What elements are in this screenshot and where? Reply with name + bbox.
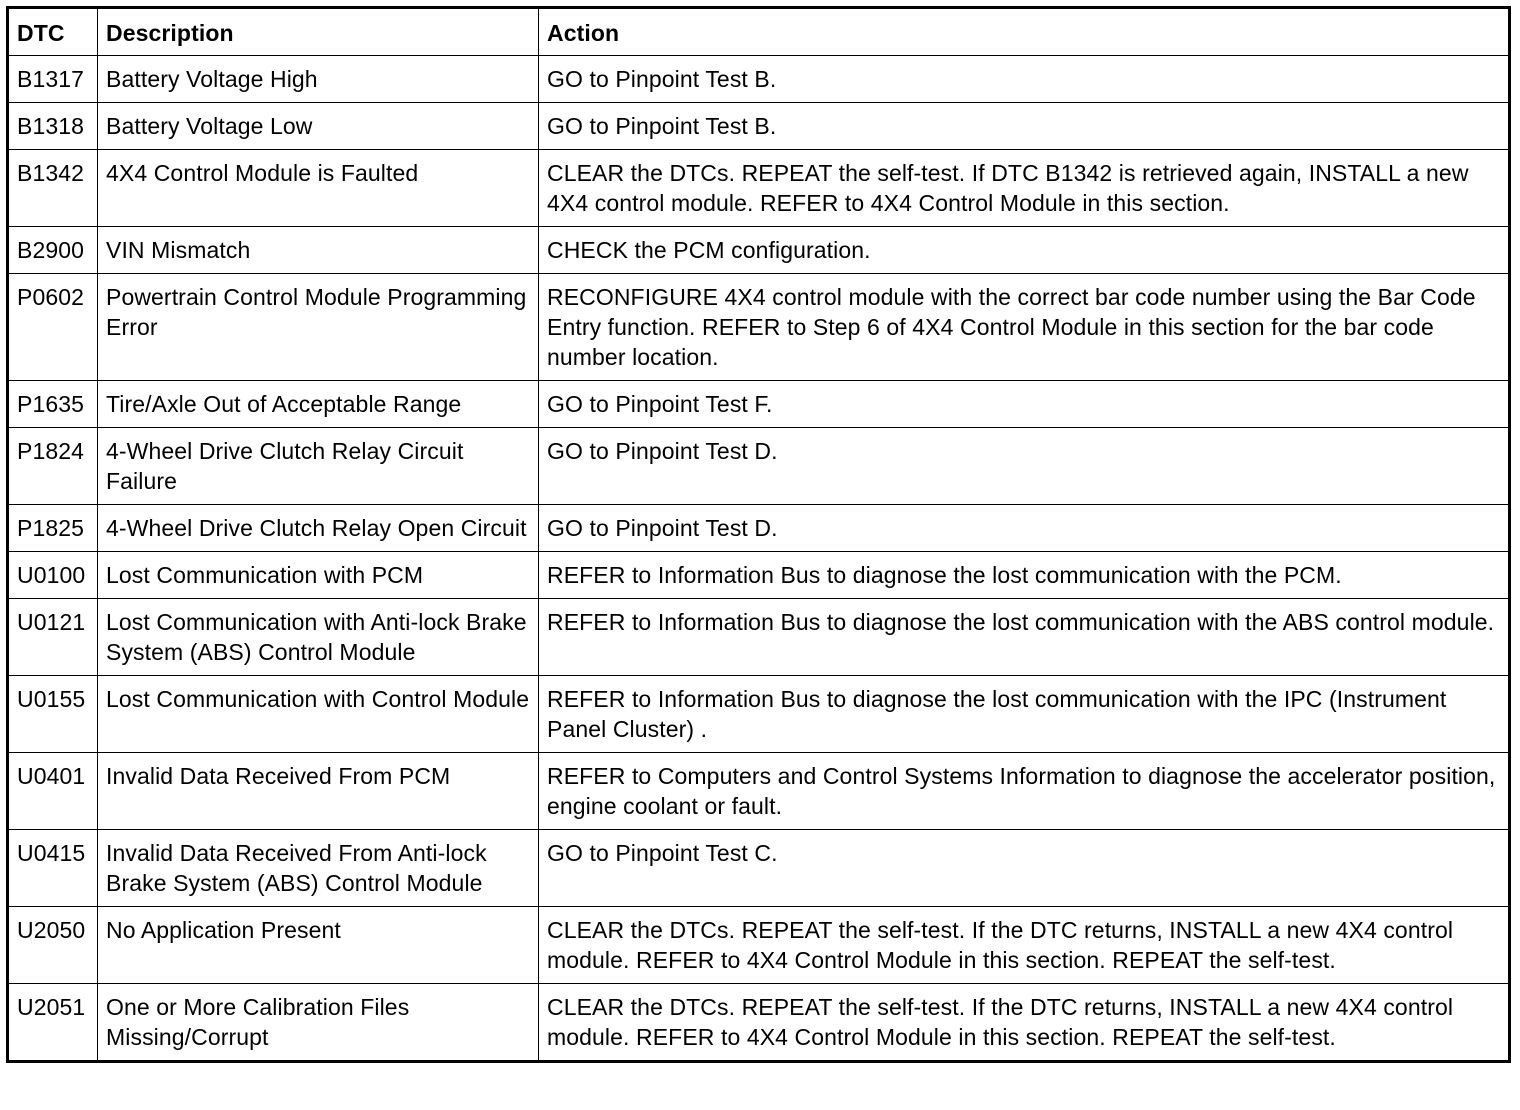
dtc-description: One or More Calibration Files Missing/Corrupt — [98, 984, 539, 1062]
header-action: Action — [539, 8, 1510, 56]
dtc-description: Lost Communication with Control Module — [98, 676, 539, 753]
dtc-code: U2050 — [8, 907, 98, 984]
table-row — [8, 753, 1510, 830]
dtc-description: Lost Communication with PCM — [98, 552, 539, 599]
dtc-code: P1635 — [8, 381, 98, 428]
table-row — [8, 830, 1510, 907]
table-row — [8, 984, 1510, 1062]
dtc-action: REFER to Information Bus to diagnose the lost communication with the ABS control module. — [539, 599, 1510, 676]
table-row — [8, 227, 1510, 274]
dtc-code: U0155 — [8, 676, 98, 753]
dtc-description: Battery Voltage High — [98, 56, 539, 103]
dtc-action: GO to Pinpoint Test B. — [539, 103, 1510, 150]
dtc-action: RECONFIGURE 4X4 control module with the correct bar code number using the Bar Code Entry function. REFER to Step 6 of 4X4 Control Module in this section for the bar code number location. — [539, 274, 1510, 381]
dtc-code: P1825 — [8, 505, 98, 552]
dtc-action: GO to Pinpoint Test F. — [539, 381, 1510, 428]
dtc-code: U0401 — [8, 753, 98, 830]
dtc-action: GO to Pinpoint Test D. — [539, 505, 1510, 552]
dtc-description: Tire/Axle Out of Acceptable Range — [98, 381, 539, 428]
dtc-description: Battery Voltage Low — [98, 103, 539, 150]
table-row — [8, 103, 1510, 150]
header-description: Description — [98, 8, 539, 56]
dtc-action: REFER to Information Bus to diagnose the lost communication with the IPC (Instrument Panel Cluster) . — [539, 676, 1510, 753]
dtc-code: U0100 — [8, 552, 98, 599]
dtc-description: 4-Wheel Drive Clutch Relay Circuit Failure — [98, 428, 539, 505]
dtc-action: GO to Pinpoint Test B. — [539, 56, 1510, 103]
dtc-action: GO to Pinpoint Test C. — [539, 830, 1510, 907]
table-row — [8, 381, 1510, 428]
dtc-action: GO to Pinpoint Test D. — [539, 428, 1510, 505]
dtc-code: P1824 — [8, 428, 98, 505]
dtc-action: REFER to Information Bus to diagnose the lost communication with the PCM. — [539, 552, 1510, 599]
table-row — [8, 599, 1510, 676]
dtc-description: 4X4 Control Module is Faulted — [98, 150, 539, 227]
dtc-description: Lost Communication with Anti-lock Brake System (ABS) Control Module — [98, 599, 539, 676]
dtc-code: B1317 — [8, 56, 98, 103]
table-row — [8, 907, 1510, 984]
dtc-description: VIN Mismatch — [98, 227, 539, 274]
dtc-action: REFER to Computers and Control Systems Information to diagnose the accelerator position, engine coolant or fault. — [539, 753, 1510, 830]
table-row — [8, 56, 1510, 103]
header-dtc: DTC — [8, 8, 98, 56]
table-row — [8, 676, 1510, 753]
dtc-code: U0415 — [8, 830, 98, 907]
dtc-code: U2051 — [8, 984, 98, 1062]
dtc-description: 4-Wheel Drive Clutch Relay Open Circuit — [98, 505, 539, 552]
dtc-action: CLEAR the DTCs. REPEAT the self-test. If the DTC returns, INSTALL a new 4X4 control module. REFER to 4X4 Control Module in this section. REPEAT the self-test. — [539, 907, 1510, 984]
dtc-action: CLEAR the DTCs. REPEAT the self-test. If DTC B1342 is retrieved again, INSTALL a new 4X4 control module. REFER to 4X4 Control Module in this section. — [539, 150, 1510, 227]
dtc-description: Invalid Data Received From Anti-lock Brake System (ABS) Control Module — [98, 830, 539, 907]
dtc-code: B1342 — [8, 150, 98, 227]
table-row — [8, 552, 1510, 599]
dtc-code: U0121 — [8, 599, 98, 676]
table-row — [8, 274, 1510, 381]
dtc-action: CHECK the PCM configuration. — [539, 227, 1510, 274]
dtc-code: P0602 — [8, 274, 98, 381]
table-header-row — [8, 8, 1510, 56]
table-row — [8, 505, 1510, 552]
dtc-description: Invalid Data Received From PCM — [98, 753, 539, 830]
dtc-action: CLEAR the DTCs. REPEAT the self-test. If the DTC returns, INSTALL a new 4X4 control module. REFER to 4X4 Control Module in this section. REPEAT the self-test. — [539, 984, 1510, 1062]
dtc-description: Powertrain Control Module Programming Error — [98, 274, 539, 381]
dtc-code: B2900 — [8, 227, 98, 274]
dtc-description: No Application Present — [98, 907, 539, 984]
table-row — [8, 428, 1510, 505]
dtc-table — [6, 6, 1511, 1063]
table-row — [8, 150, 1510, 227]
dtc-code: B1318 — [8, 103, 98, 150]
